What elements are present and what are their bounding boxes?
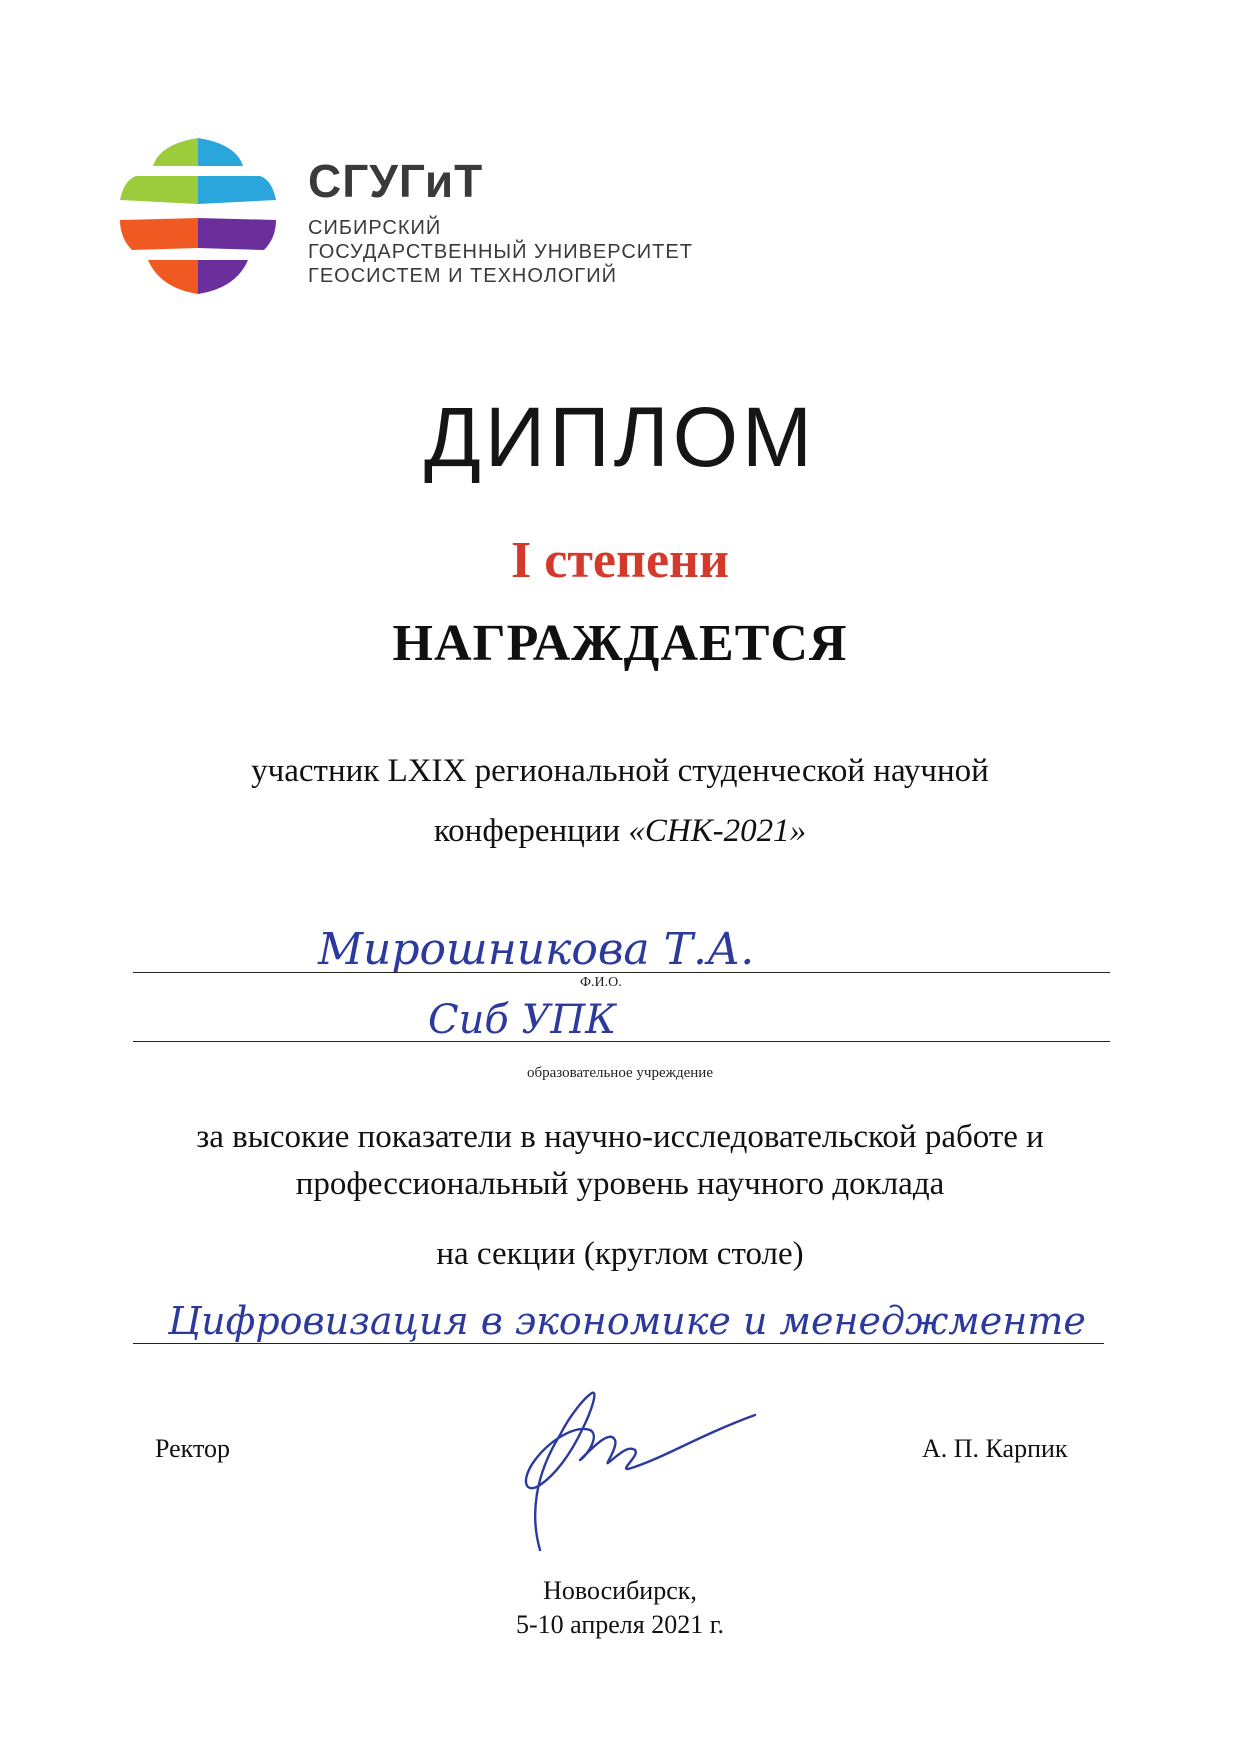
logo-band-bottom-left bbox=[148, 260, 198, 294]
logo-line-1: СИБИРСКИЙ bbox=[308, 217, 442, 239]
section-underline bbox=[133, 1343, 1104, 1344]
logo-band-top-left bbox=[153, 138, 198, 166]
logo-band-bottom-right bbox=[198, 260, 248, 294]
institution-underline bbox=[133, 1041, 1110, 1042]
logo-line-2: ГОСУДАРСТВЕННЫЙ УНИВЕРСИТЕТ bbox=[308, 241, 693, 263]
rector-name: А. П. Карпик bbox=[922, 1434, 1068, 1463]
city: Новосибирск, bbox=[543, 1576, 697, 1605]
event-dates: 5-10 апреля 2021 г. bbox=[516, 1610, 724, 1639]
section-label: на секции (круглом столе) bbox=[436, 1236, 804, 1272]
logo-band-3-left bbox=[120, 218, 198, 250]
name-underline bbox=[133, 972, 1110, 973]
diploma-degree: I степени bbox=[511, 532, 729, 589]
section-name-handwritten: Цифровизация в экономике и менеджменте bbox=[168, 1299, 1086, 1343]
institution-caption: образовательное учреждение bbox=[526, 1065, 713, 1081]
participant-line-2 bbox=[0, 815, 1240, 848]
rector-label: Ректор bbox=[155, 1434, 230, 1463]
participant-line-2-prefix: конференции bbox=[433, 813, 629, 849]
diploma-title: ДИПЛОМ bbox=[423, 390, 817, 484]
university-logo-icon bbox=[120, 138, 276, 294]
participant-line-1: участник LXIX региональной студенческой научной bbox=[251, 753, 989, 789]
awarded-heading: НАГРАЖДАЕТСЯ bbox=[392, 615, 848, 672]
logo-abbreviation: СГУГиТ bbox=[308, 155, 484, 207]
participant-name-handwritten: Мирошникова Т.А. bbox=[318, 924, 755, 975]
institution-handwritten: Сиб УПК bbox=[428, 997, 617, 1043]
logo-line-3: ГЕОСИСТЕМ И ТЕХНОЛОГИЙ bbox=[308, 265, 617, 287]
logo-band-top-right bbox=[198, 138, 243, 166]
conference-name: «СНК-2021» bbox=[628, 813, 807, 849]
rector-signature-icon bbox=[500, 1385, 760, 1555]
logo-band-2-left bbox=[120, 176, 198, 204]
name-caption: Ф.И.О. bbox=[580, 975, 622, 990]
reason-line-2: профессиональный уровень научного доклада bbox=[295, 1166, 945, 1202]
logo-band-2-right bbox=[198, 176, 276, 204]
reason-line-1: за высокие показатели в научно-исследовательской работе и bbox=[196, 1119, 1044, 1155]
logo-band-3-right bbox=[198, 218, 276, 250]
